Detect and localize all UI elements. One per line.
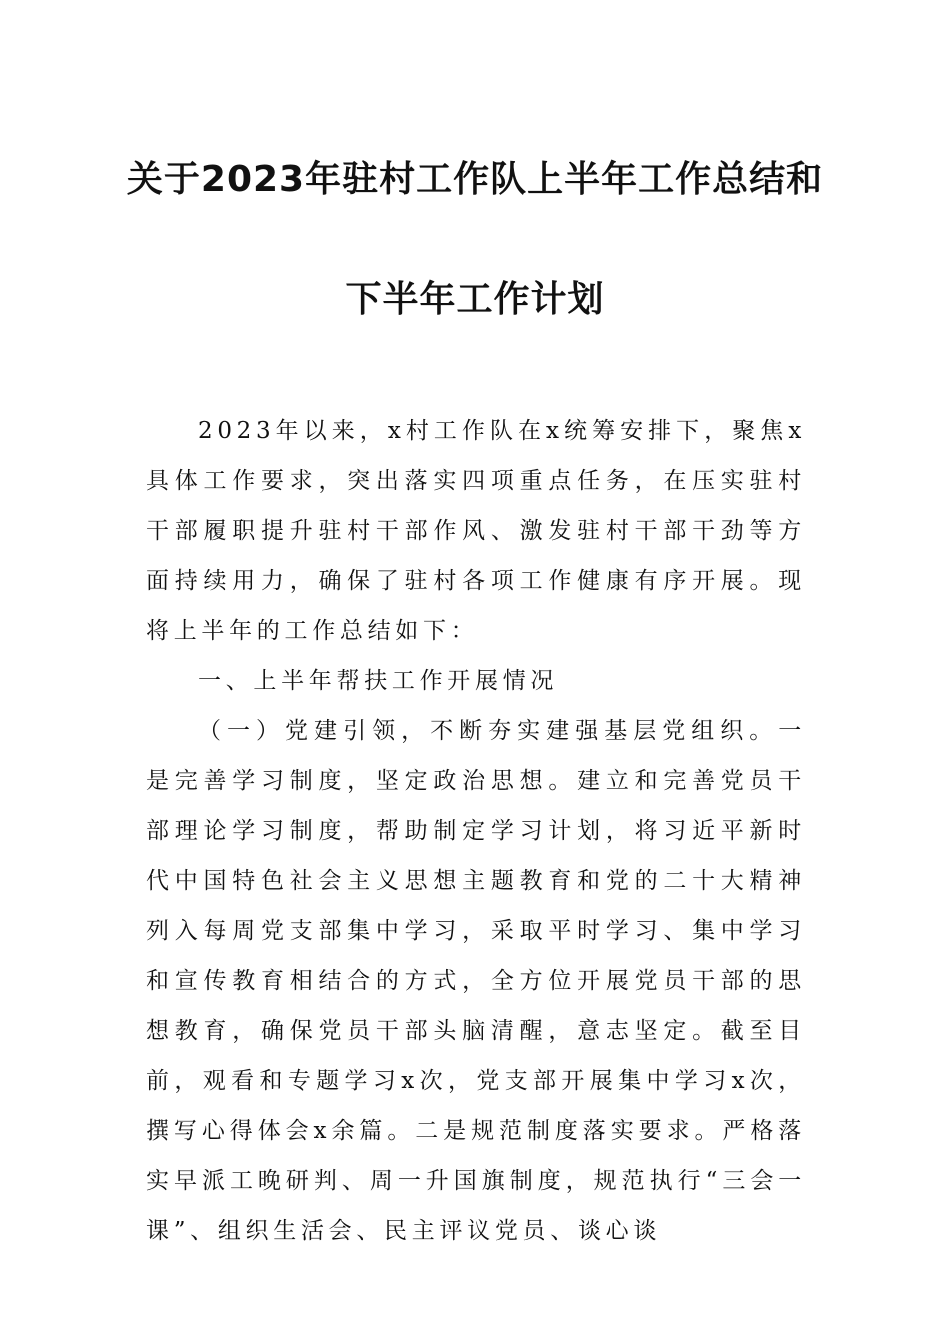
document-body xyxy=(146,406,806,1256)
section-heading: 一、上半年帮扶工作开展情况 xyxy=(198,668,559,694)
document-title-line-1: 关于2023年驻村工作队上半年工作总结和 xyxy=(126,159,824,200)
intro-paragraph: 2023年以来，x村工作队在x统筹安排下，聚焦x具体工作要求，突出落实四项重点任务，在压实驻村干部履职提升驻村干部作风、激发驻村干部干劲等方面持续用力，确保了驻村各项工作健康有序开展。现将上半年的工作总结如下： xyxy=(146,418,806,644)
body-paragraph: （一）党建引领，不断夯实建强基层党组织。一是完善学习制度，坚定政治思想。建立和完善党员干部理论学习制度，帮助制定学习计划，将习近平新时代中国特色社会主义思想主题教育和党的二十大精神列入每周党支部集中学习，采取平时学习、集中学习和宣传教育相结合的方式，全方位开展党员干部的思想教育，确保党员干部头脑清醒，意志坚定。截至目前，观看和专题学习x次，党支部开展集中学习x次，撰写心得体会x余篇。二是规范制度落实要求。严格落实早派工晚研判、周一升国旗制度，规范执行“三会一课”、组织生活会、民主评议党员、谈心谈 xyxy=(146,718,806,1244)
document-title-line-2: 下半年工作计划 xyxy=(345,279,605,320)
